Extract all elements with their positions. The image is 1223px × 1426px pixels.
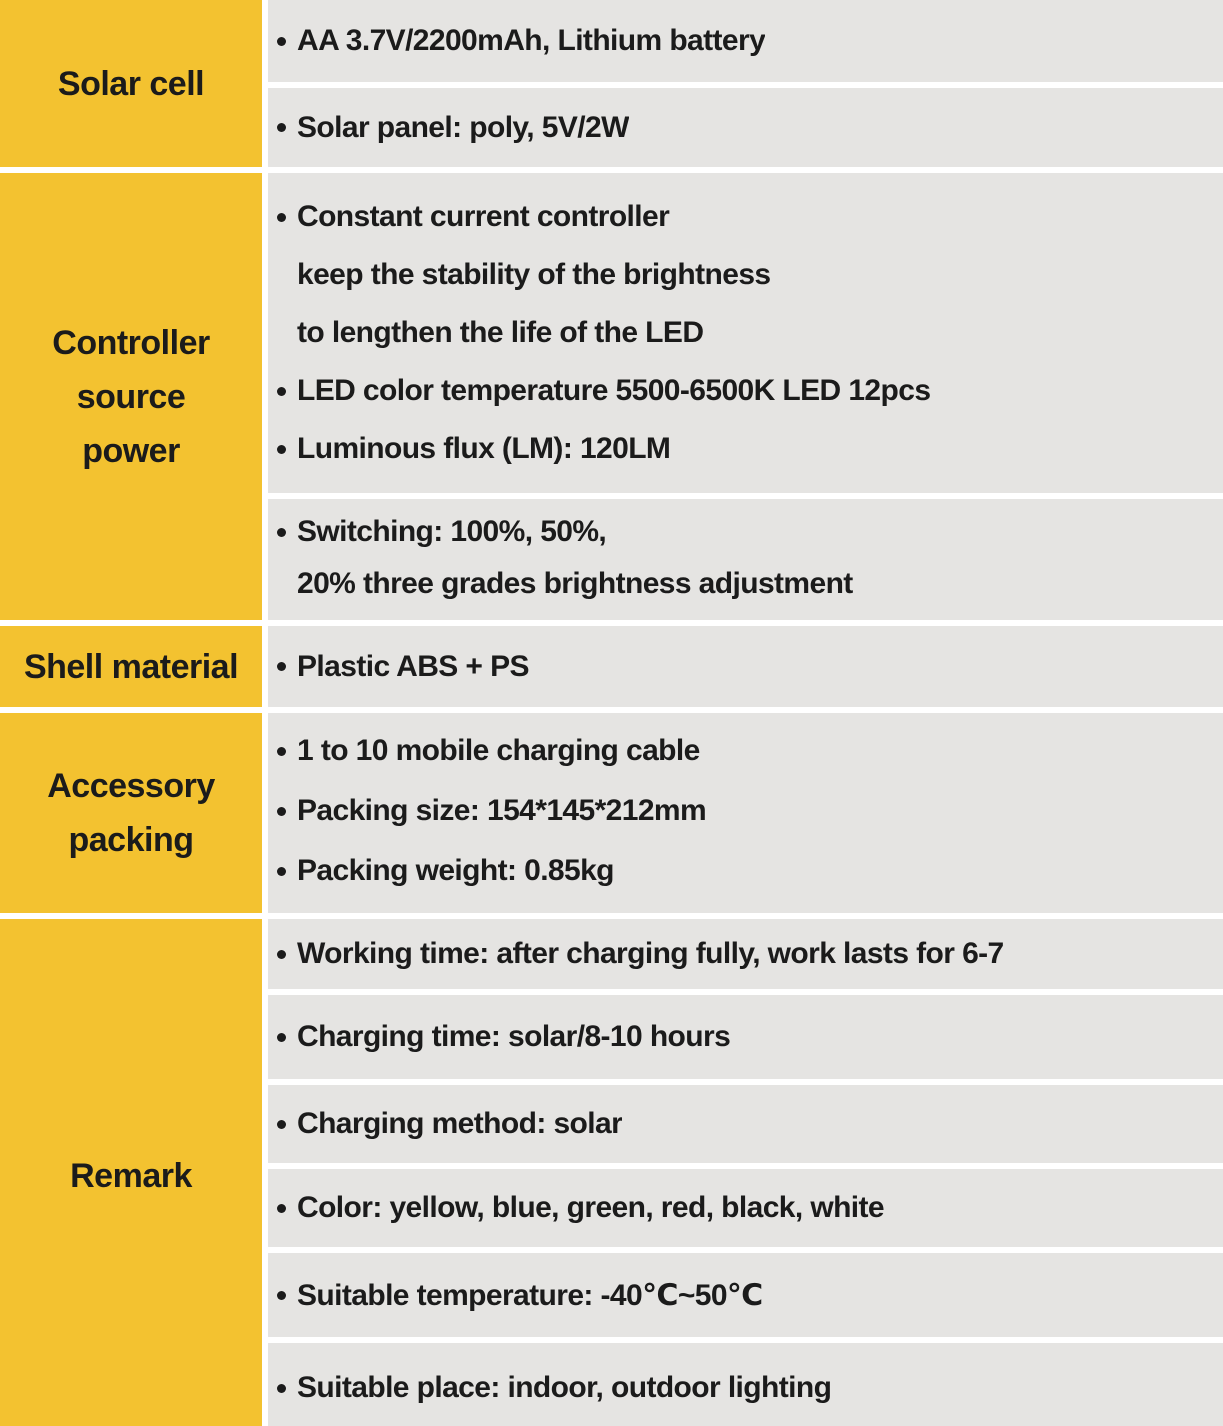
row-header-label: Solar cell xyxy=(57,64,205,103)
section-content xyxy=(268,919,1223,1426)
bullet-icon xyxy=(277,747,286,756)
row-header-label: Accessory xyxy=(47,767,215,805)
bullet-icon xyxy=(277,1384,286,1393)
spec-cell xyxy=(268,995,1223,1079)
spec-line xyxy=(268,188,1223,246)
spec-line xyxy=(268,1371,831,1405)
row-header-label: Controller xyxy=(52,323,210,362)
spec-text: Switching: 100%, 50%, xyxy=(297,515,607,548)
bullet-icon xyxy=(277,1204,286,1213)
spec-text: 1 to 10 mobile charging cable xyxy=(297,734,700,767)
spec-text: Packing weight: 0.85kg xyxy=(297,854,614,887)
spec-cell xyxy=(268,713,1223,913)
bullet-icon xyxy=(277,807,286,816)
bullet-icon xyxy=(277,867,286,876)
section-content xyxy=(268,173,1223,620)
spec-line xyxy=(268,1191,884,1225)
spec-text: Solar panel: poly, 5V/2W xyxy=(297,110,629,144)
bullet-icon xyxy=(277,445,286,454)
row-header-label: Remark xyxy=(70,1157,192,1195)
spec-text: Plastic ABS + PS xyxy=(297,649,529,683)
bullet-icon xyxy=(277,1291,286,1300)
spec-line xyxy=(268,937,1004,971)
spec-line xyxy=(268,1278,763,1313)
row-header-controller-source-power xyxy=(0,173,262,620)
bullet-icon xyxy=(277,213,286,222)
bullet-icon xyxy=(277,1033,286,1042)
spec-line xyxy=(268,506,1223,558)
section-remark xyxy=(0,919,1223,1426)
spec-line xyxy=(268,721,1223,781)
spec-line xyxy=(268,111,629,145)
spec-text: Suitable temperature: -40℃~50℃ xyxy=(297,1278,763,1312)
spec-cell xyxy=(268,626,1223,707)
section-controller-source-power xyxy=(0,173,1223,620)
bullet-icon xyxy=(277,387,286,396)
spec-cell xyxy=(268,1253,1223,1337)
spec-line xyxy=(268,246,1223,304)
spec-text: Charging time: solar/8-10 hours xyxy=(297,1020,731,1053)
spec-text: 20% three grades brightness adjustment xyxy=(297,567,853,600)
spec-text: Packing size: 154*145*212mm xyxy=(297,794,707,827)
spec-text: Constant current controller xyxy=(297,200,670,233)
spec-text: keep the stability of the brightness xyxy=(297,258,771,291)
spec-cell xyxy=(268,88,1223,167)
spec-cell xyxy=(268,0,1223,82)
row-header-accessory-packing xyxy=(0,713,262,913)
row-header-solar-cell xyxy=(0,0,262,167)
spec-cell xyxy=(268,1169,1223,1247)
row-header-shell-material xyxy=(0,626,262,707)
spec-cell xyxy=(268,173,1223,493)
row-header-label: packing xyxy=(68,821,194,859)
spec-text: AA 3.7V/2200mAh, Lithium battery xyxy=(297,24,766,57)
spec-line xyxy=(268,304,1223,362)
spec-line xyxy=(268,362,1223,420)
bullet-icon xyxy=(277,123,286,132)
bullet-icon xyxy=(277,662,286,671)
section-content xyxy=(268,713,1223,913)
spec-text: LED color temperature 5500-6500K LED 12pcs xyxy=(297,374,931,407)
bullet-icon xyxy=(277,37,286,46)
section-shell-material xyxy=(0,626,1223,707)
bullet-icon xyxy=(277,528,286,537)
section-accessory-packing xyxy=(0,713,1223,913)
row-header-remark xyxy=(0,919,262,1426)
row-header-label: power xyxy=(82,431,180,470)
spec-line xyxy=(268,841,1223,901)
spec-line xyxy=(268,650,529,684)
section-content xyxy=(268,0,1223,167)
spec-cell xyxy=(268,919,1223,989)
spec-text: Suitable place: indoor, outdoor lighting xyxy=(297,1371,832,1404)
bullet-icon xyxy=(277,950,286,959)
section-content xyxy=(268,626,1223,707)
spec-line xyxy=(268,781,1223,841)
spec-cell xyxy=(268,499,1223,620)
spec-text: Color: yellow, blue, green, red, black, white xyxy=(297,1191,885,1224)
spec-text: Luminous flux (LM): 120LM xyxy=(297,432,671,465)
spec-line xyxy=(268,420,1223,478)
spec-line xyxy=(268,1020,730,1054)
spec-text: Working time: after charging fully, work lasts for 6-7 xyxy=(297,937,1004,970)
spec-text: to lengthen the life of the LED xyxy=(297,316,704,349)
spec-cell xyxy=(268,1343,1223,1426)
bullet-icon xyxy=(277,1120,286,1129)
spec-line xyxy=(268,558,1223,610)
spec-cell xyxy=(268,1085,1223,1163)
spec-line xyxy=(268,24,765,58)
spec-line xyxy=(268,1107,622,1141)
row-header-label: Shell material xyxy=(23,647,239,686)
section-solar-cell xyxy=(0,0,1223,167)
row-header-label: source xyxy=(76,377,186,416)
spec-text: Charging method: solar xyxy=(297,1107,623,1140)
